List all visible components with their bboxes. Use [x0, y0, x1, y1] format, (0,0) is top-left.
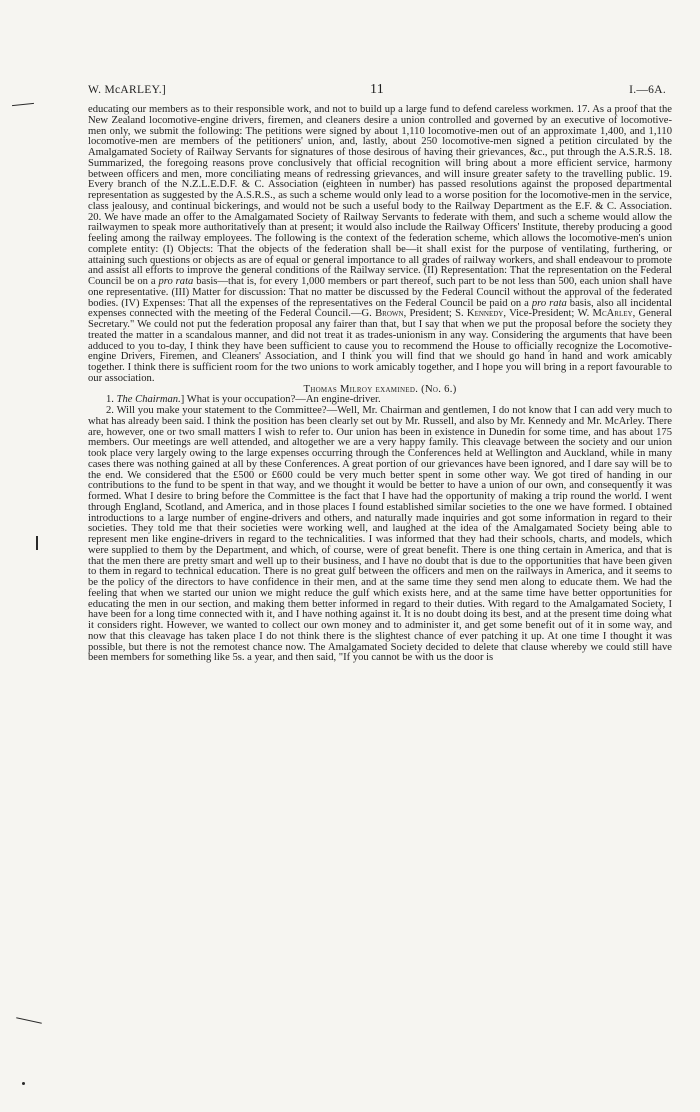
witness-heading: Thomas Milroy examined. (No. 6.): [303, 383, 457, 395]
page-header: [88, 84, 666, 100]
margin-dot: [22, 1082, 25, 1085]
document-reference: I.—6A.: [629, 84, 666, 96]
page-number: 11: [369, 82, 385, 97]
question-1: 1. The Chairman.] What is your occupation?—An engine-driver.: [106, 394, 381, 406]
margin-mark-top: [12, 103, 34, 106]
margin-mark-bottom: [16, 1017, 42, 1023]
margin-mark-mid: [36, 536, 38, 550]
question-2: 2. Will you make your statement to the Committee?—Well, Mr. Chairman and gentlemen, I do not know that I can add very much to what has already been said. I think the position has been clearly set out by Mr. Russell, and also by Mr. Kennedy and Mr. McArley. There are, however, one or two small matters I wish to refer to. Our union has been in existence in Dunedin for some time, and has about 175 members. Our meetings are well attended, and altogether we are a very happy family. This cleavage between the society and our union took place very largely owing to the large expenses occurring through the Conferences held at Wellington and Auckland, while in many cases there was nothing gained at all by these Conferences. A great portion of our grievances have been ignored, and I dare say will be to the end. We considered that the £500 or £600 could be very much better spent in some other way. We got tired of handing in our contributions to the fund to be spent in that way, and we thought it would be better to have a union of our own, and consequently it was formed. What I desire to bring before the Committee is the fact that I have had the opportunity of making a trip round the world. I went through England, Scotland, and America, and in those places I found established similar societies to the one we have formed. I obtained introductions to a large number of engine-drivers and others, and naturally made inquiries and got some information in regard to their societies. They told me that their societies were working well, and laughed at the idea of the Amalgamated Society being able to represent men like engine-drivers in regard to the technicalities. I was informed that they had their schools, charts, and models, which were supplied to them by the Department, and which, of course, were of great benefit. There is one thing certain in America, and that is that the men there are pretty smart and well up to their business, and I have no doubt that is due to the opportunities that have been given to them in regard to technical education. There is no great gulf between the officers and men on the railways in America, and it seems to be the policy of the directors to have confidence in their men, and at the same time they send men along to educate them. We had the feeling that when we started our union we might reduce the gulf which exists here, and at the same time have better opportunities for educating the men in our section, and making them better informed in regard to their duties. With regard to the Amalgamated Society, I have been for a long time connected with it, and I have nothing against it. It is no doubt doing its best, and at the present time doing what it considers right. However, we wanted to collect our own money and to administer it, and get some benefit out of it in some way, and now that this cleavage has taken place I do not think there is the slightest chance of ever patching it up. At one time I thought it was possible, but there is not the remotest chance now. The Amalgamated Society decided to delete that clause whereby we could still have been members for something like 5s. a year, and then said, "If you cannot be with us the door is: [88, 405, 672, 664]
body-text: [88, 105, 672, 664]
header-author: W. McARLEY.]: [88, 84, 167, 96]
paragraph-continued: educating our members as to their responsible work, and not to build up a large fund to defend careless workmen. 17. As a proof that the New Zealand locomotive-engine drivers, firemen, and cleaners desire a union controlled and governed by an executive of locomotive-men only, we submit the following: The petitions were signed by about 1,110 locomotive-men out of an approximate 1,400, and 1,110 locomotive-men are members of the petitioners' union, and, lastly, about 250 locomotive-men signed a petition circulated by the Amalgamated Society of Railway Servants for signatures of those desirous of having their grievances, &c., put through the A.S.R.S. 18. Summarized, the foregoing reasons prove conclusively that official recognition will bring about a more efficient service, harmony between officers and men, more conciliating means of redressing grievances, and will insure greater safety to the travelling public. 19. Every branch of the N.Z.L.E.D.F. & C. Association (eighteen in number) has passed resolutions against the proposed departmental representation as suggested by the A.S.R.S., as such a scheme would only lead to a worse position for the locomotive-men in the service, class jealousy, and continual bickerings, and would not be such a useful body to the Railway Department as the E.F. & C. Association. 20. We have made an offer to the Amalgamated Society of Railway Servants to federate with them, and such a scheme would allow the railwaymen to speak more authoritatively than at present; it would also include the Railway Officers' Institute, thereby producing a good feeling among the railway employees. The following is the context of the federation scheme, which allows the locomotive-men's union complete entity: (I) Objects: That the objects of the federation shall be—it shall exist for the purpose of ventilating, furthering, or attaining such questions or objects as are of equal or general importance to all grades of railway workers, and shall endeavour to promote and assist all efforts to improve the general conditions of the Railway service. (II) Representation: That the representation on the Federal Council be on a pro rata basis—that is, for every 1,000 members or part thereof, such part to be not less than 500, each union shall have one representative. (III) Matter for discussion: That no matter be discussed by the Federal Council without the approval of the federated bodies. (IV) Expenses: That all the expenses of the representatives on the Federal Council be paid on a pro rata basis, also all incidental expenses connected with the meeting of the Federal Council.—G. Brown, President; S. Kennedy, Vice-President; W. McArley, General Secretary." We could not put the federation proposal any fairer than that, but I say that when we put the proposal before the society they treated the matter in a scandalous manner, and did not treat it as trades-unionism in any way. Considering the arguments that have been adduced to you to-day, I think they have been sufficient to cause you to recommend the House to officially recognize the Locomotive-engine Drivers, Firemen, and Cleaners' Association, and I think you will find that we should go hand in hand and work amicably together. I think there is sufficient room for the two unions to work amicably together, and I hope you will bring in a report favourable to our association.: [88, 104, 673, 384]
